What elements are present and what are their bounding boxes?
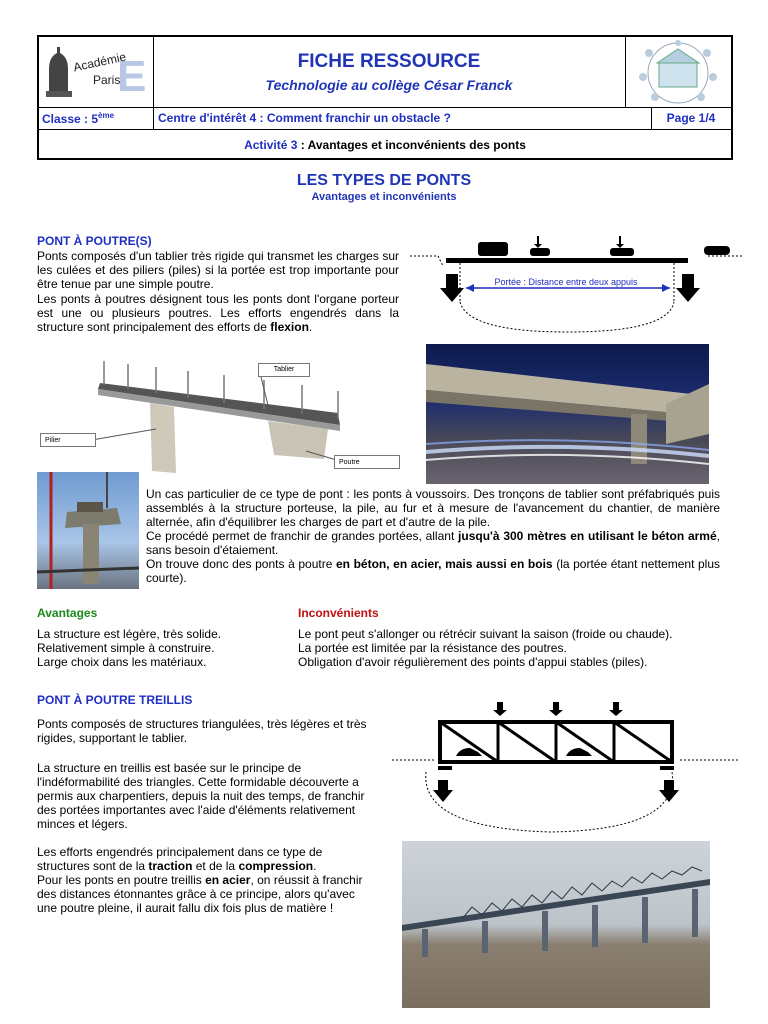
inconvenient-item: Le pont peut s'allonger ou rétrécir suivant la saison (froide ou chaude). xyxy=(298,627,673,641)
main-title: LES TYPES DE PONTS xyxy=(296,172,472,189)
section-heading-poutre: PONT À POUTRE(S) xyxy=(37,234,152,248)
avantages-list xyxy=(37,627,287,669)
inconvenients-title: Inconvénients xyxy=(298,606,379,620)
academie-logo xyxy=(43,39,151,105)
label-poutre-box xyxy=(334,455,400,469)
treillis-paragraph-1: Ponts composés de structures triangulées, très légères et très rigides, supportant le tablier. xyxy=(37,717,367,745)
voussoir-b1: Ce procédé permet de franchir de grandes portées, allant xyxy=(146,529,459,543)
centre-interet: Centre d'intérêt 4 : Comment franchir un obstacle ? xyxy=(158,111,451,125)
voussoir-c3: (la portée étant nettement plus courte). xyxy=(146,557,721,585)
poutre-p2-a: Les ponts à poutres désignent tous les ponts dont l'organe porteur est une ou plusieurs poutres. Les efforts engendrés dans la structure sont principalement des efforts de xyxy=(37,292,399,334)
label-pilier-box xyxy=(40,433,96,447)
truss-diagram xyxy=(390,698,742,838)
label-pilier: Pilier xyxy=(45,437,61,444)
page-title: FICHE RESSOURCE xyxy=(297,51,481,72)
truss-bridge-photo xyxy=(402,841,710,1008)
page-subtitle: Technologie au collège César Franck xyxy=(265,77,513,93)
avantage-item: Large choix dans les matériaux. xyxy=(37,655,207,669)
class-value: Classe : 5 xyxy=(42,112,99,126)
inconvenients-list xyxy=(298,627,738,669)
class-label xyxy=(42,111,114,126)
activity-text: : Avantages et inconvénients des ponts xyxy=(297,138,526,152)
treillis-p3-a: Les efforts engendrés principalement dans ce type de structures sont de la xyxy=(37,845,323,873)
avantage-item: Relativement simple à construire. xyxy=(37,641,215,655)
poutre-p2-c: . xyxy=(308,320,313,334)
logo-text-1: Académie xyxy=(72,49,128,75)
treillis-p4-c: , on réussit à franchir des distances étonnantes grâce à ce principe, alors qu'avec une poutre pleine, il aurait fallu dix fois plus de matière ! xyxy=(37,873,363,915)
technology-logo xyxy=(629,39,727,105)
treillis-paragraph-3 xyxy=(37,845,377,915)
label-tablier: Tablier xyxy=(273,366,295,373)
voussoir-construction-photo xyxy=(37,472,139,589)
section-heading-treillis: PONT À POUTRE TREILLIS xyxy=(37,693,193,707)
voussoir-paragraph xyxy=(146,487,720,585)
treillis-compression: compression xyxy=(238,859,314,873)
svg-text:E: E xyxy=(117,52,147,101)
activity-label: Activité 3 xyxy=(244,138,298,152)
avantages-title: Avantages xyxy=(37,606,98,620)
treillis-p4-a: Pour les ponts en poutre treillis xyxy=(37,873,206,887)
voussoir-c1: On trouve donc des ponts à poutre xyxy=(146,557,336,571)
header-table xyxy=(37,35,733,160)
main-subtitle: Avantages et inconvénients xyxy=(311,191,457,203)
inconvenient-item: Obligation d'avoir régulièrement des points d'appui stables (piles). xyxy=(298,655,648,669)
voussoir-a: Un cas particulier de ce type de pont : les ponts à voussoirs. Des tronçons de tablier sont préfabriqués puis assemblés à la structure porteuse, la pile, au fur et à mesure de l'avancement du chantier, de manière alternée, afin d'équilibrer les charges de part et d'autre de la pile. xyxy=(146,487,720,529)
voussoir-b2: jusqu'à 300 mètres en utilisant le béton armé xyxy=(458,529,717,543)
voussoir-b3: , sans besoin d'étaiement. xyxy=(146,529,720,557)
poutre-paragraph-2 xyxy=(37,292,399,334)
poutre-paragraph-1: Ponts composés d'un tablier très rigide qui transmet les charges sur les culées et des piliers (piles) si la portée est trop importante pour être tenue par une simple poutre. xyxy=(37,249,399,291)
voussoir-c2: en béton, en acier, mais aussi en bois xyxy=(335,557,553,571)
beam-diagram xyxy=(408,232,744,344)
treillis-paragraph-2: La structure en treillis est basée sur le principe de l'indéformabilité des triangles. Cette formidable découverte a permis aux charpentiers, depuis la nuit des temps, de franchir des portées importantes avec l'aide d'éléments relativement minces et légers. xyxy=(37,761,365,831)
poutre-p2-flexion: flexion xyxy=(270,320,309,334)
class-superscript: ème xyxy=(98,111,115,120)
highway-overpass-photo xyxy=(426,344,709,484)
activity-line xyxy=(39,138,731,152)
avantage-item: La structure est légère, très solide. xyxy=(37,627,222,641)
span-label: Portée : Distance entre deux appuis xyxy=(476,277,656,287)
treillis-en-acier: en acier xyxy=(205,873,251,887)
label-poutre: Poutre xyxy=(339,459,360,466)
label-tablier-box xyxy=(258,363,310,377)
page-number: Page 1/4 xyxy=(666,111,716,125)
beam-bridge-illustration xyxy=(38,355,410,475)
treillis-traction: traction xyxy=(148,859,193,873)
logo-text-2: Paris xyxy=(93,73,121,87)
treillis-p3-e: . xyxy=(313,859,317,873)
treillis-p3-c: et de la xyxy=(192,859,239,873)
inconvenient-item: La portée est limitée par la résistance des poutres. xyxy=(298,641,567,655)
